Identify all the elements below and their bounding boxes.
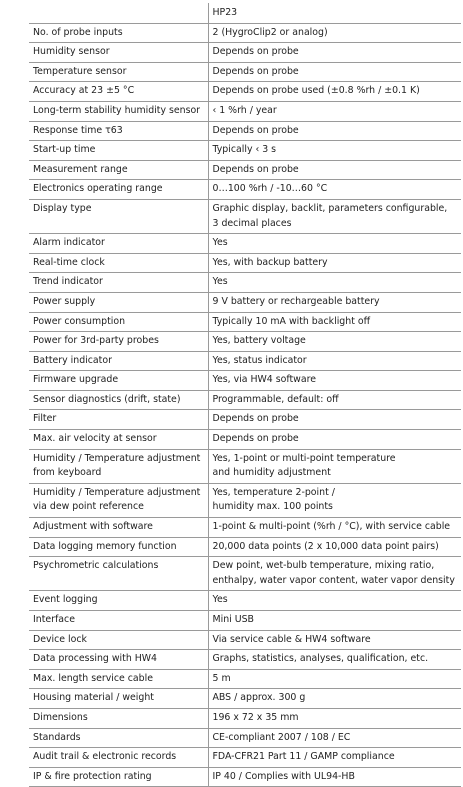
table-row — [29, 292, 461, 312]
spec-label: Measurement range — [29, 160, 208, 180]
spec-value: Mini USB — [208, 611, 461, 631]
table-row — [29, 351, 461, 371]
table-row — [29, 430, 461, 450]
spec-value: Yes, with backup battery — [208, 253, 461, 273]
table-row — [29, 180, 461, 200]
spec-value: FDA-CFR21 Part 11 / GAMP compliance — [208, 748, 461, 768]
spec-value: Depends on probe — [208, 62, 461, 82]
spec-label: Humidity / Temperature adjustment from keyboard — [29, 449, 208, 483]
table-row — [29, 689, 461, 709]
spec-label: Dimensions — [29, 708, 208, 728]
spec-label: Data processing with HW4 — [29, 650, 208, 670]
spec-value: 0…100 %rh / -10…60 °C — [208, 180, 461, 200]
header-label-cell — [29, 3, 208, 23]
spec-label: Long-term stability humidity sensor — [29, 101, 208, 121]
table-row — [29, 748, 461, 768]
table-row — [29, 371, 461, 391]
spec-value: 20,000 data points (2 x 10,000 data point pairs) — [208, 537, 461, 557]
table-row — [29, 591, 461, 611]
table-row — [29, 43, 461, 63]
spec-value: Depends on probe — [208, 43, 461, 63]
spec-value: ABS / approx. 300 g — [208, 689, 461, 709]
spec-value: 1-point & multi-point (%rh / °C), with service cable — [208, 518, 461, 538]
spec-value: IP 40 / Complies with UL94-HB — [208, 767, 461, 787]
table-row — [29, 650, 461, 670]
spec-value: Yes, 1-point or multi-point temperature and humidity adjustment — [208, 449, 461, 483]
table-row — [29, 537, 461, 557]
spec-label: Device lock — [29, 630, 208, 650]
spec-value: Programmable, default: off — [208, 390, 461, 410]
table-row — [29, 557, 461, 591]
spec-label: Audit trail & electronic records — [29, 748, 208, 768]
spec-label: Filter — [29, 410, 208, 430]
spec-value: Depends on probe — [208, 430, 461, 450]
spec-label: Power consumption — [29, 312, 208, 332]
table-row — [29, 611, 461, 631]
spec-value: Yes — [208, 234, 461, 254]
spec-value: Depends on probe — [208, 160, 461, 180]
spec-label: Interface — [29, 611, 208, 631]
spec-value: 9 V battery or rechargeable battery — [208, 292, 461, 312]
table-row — [29, 101, 461, 121]
spec-value: Yes, battery voltage — [208, 332, 461, 352]
table-row — [29, 23, 461, 43]
spec-label: Trend indicator — [29, 273, 208, 293]
spec-value: Yes — [208, 591, 461, 611]
table-row — [29, 449, 461, 483]
spec-value: Graphs, statistics, analyses, qualification, etc. — [208, 650, 461, 670]
spec-value: Depends on probe — [208, 410, 461, 430]
spec-label: No. of probe inputs — [29, 23, 208, 43]
spec-label: Response time τ63 — [29, 121, 208, 141]
spec-label: Max. length service cable — [29, 669, 208, 689]
spec-value: CE-compliant 2007 / 108 / EC — [208, 728, 461, 748]
spec-label: Psychrometric calculations — [29, 557, 208, 591]
table-row — [29, 141, 461, 161]
spec-value: Yes, via HW4 software — [208, 371, 461, 391]
spec-label: Power supply — [29, 292, 208, 312]
spec-label: Power for 3rd-party probes — [29, 332, 208, 352]
table-row — [29, 669, 461, 689]
spec-label: Electronics operating range — [29, 180, 208, 200]
table-row — [29, 483, 461, 517]
spec-label: Sensor diagnostics (drift, state) — [29, 390, 208, 410]
spec-label: Display type — [29, 199, 208, 233]
spec-value: Dew point, wet-bulb temperature, mixing ratio, enthalpy, water vapor content, water vapor density — [208, 557, 461, 591]
spec-label: Data logging memory function — [29, 537, 208, 557]
table-row — [29, 728, 461, 748]
spec-value: 2 (HygroClip2 or analog) — [208, 23, 461, 43]
table-row — [29, 253, 461, 273]
spec-value: Typically ‹ 3 s — [208, 141, 461, 161]
spec-label: IP & fire protection rating — [29, 767, 208, 787]
spec-value: Graphic display, backlit, parameters configurable, 3 decimal places — [208, 199, 461, 233]
table-row — [29, 82, 461, 102]
table-row — [29, 332, 461, 352]
spec-label: Temperature sensor — [29, 62, 208, 82]
spec-label: Housing material / weight — [29, 689, 208, 709]
table-row — [29, 390, 461, 410]
spec-value: Via service cable & HW4 software — [208, 630, 461, 650]
spec-value: 196 x 72 x 35 mm — [208, 708, 461, 728]
table-row — [29, 199, 461, 233]
table-row — [29, 518, 461, 538]
table-row — [29, 62, 461, 82]
table-row — [29, 630, 461, 650]
spec-value: 5 m — [208, 669, 461, 689]
spec-label: Start-up time — [29, 141, 208, 161]
spec-label: Battery indicator — [29, 351, 208, 371]
spec-label: Event logging — [29, 591, 208, 611]
spec-label: Standards — [29, 728, 208, 748]
table-row — [29, 160, 461, 180]
spec-label: Alarm indicator — [29, 234, 208, 254]
model-name: HP23 — [208, 3, 461, 23]
table-row — [29, 410, 461, 430]
spec-value: Depends on probe — [208, 121, 461, 141]
spec-value: Yes, temperature 2-point / humidity max. 100 points — [208, 483, 461, 517]
spec-value: ‹ 1 %rh / year — [208, 101, 461, 121]
spec-label: Humidity / Temperature adjustment via dew point reference — [29, 483, 208, 517]
table-row — [29, 273, 461, 293]
spec-label: Firmware upgrade — [29, 371, 208, 391]
spec-value: Typically 10 mA with backlight off — [208, 312, 461, 332]
spec-sheet — [29, 3, 461, 787]
table-row — [29, 121, 461, 141]
table-row — [29, 708, 461, 728]
specifications-table — [29, 3, 461, 787]
spec-label: Max. air velocity at sensor — [29, 430, 208, 450]
table-header-row — [29, 3, 461, 23]
spec-label: Real-time clock — [29, 253, 208, 273]
table-row — [29, 234, 461, 254]
spec-value: Yes — [208, 273, 461, 293]
spec-value: Yes, status indicator — [208, 351, 461, 371]
table-row — [29, 312, 461, 332]
spec-label: Accuracy at 23 ±5 °C — [29, 82, 208, 102]
spec-label: Adjustment with software — [29, 518, 208, 538]
spec-value: Depends on probe used (±0.8 %rh / ±0.1 K) — [208, 82, 461, 102]
spec-label: Humidity sensor — [29, 43, 208, 63]
